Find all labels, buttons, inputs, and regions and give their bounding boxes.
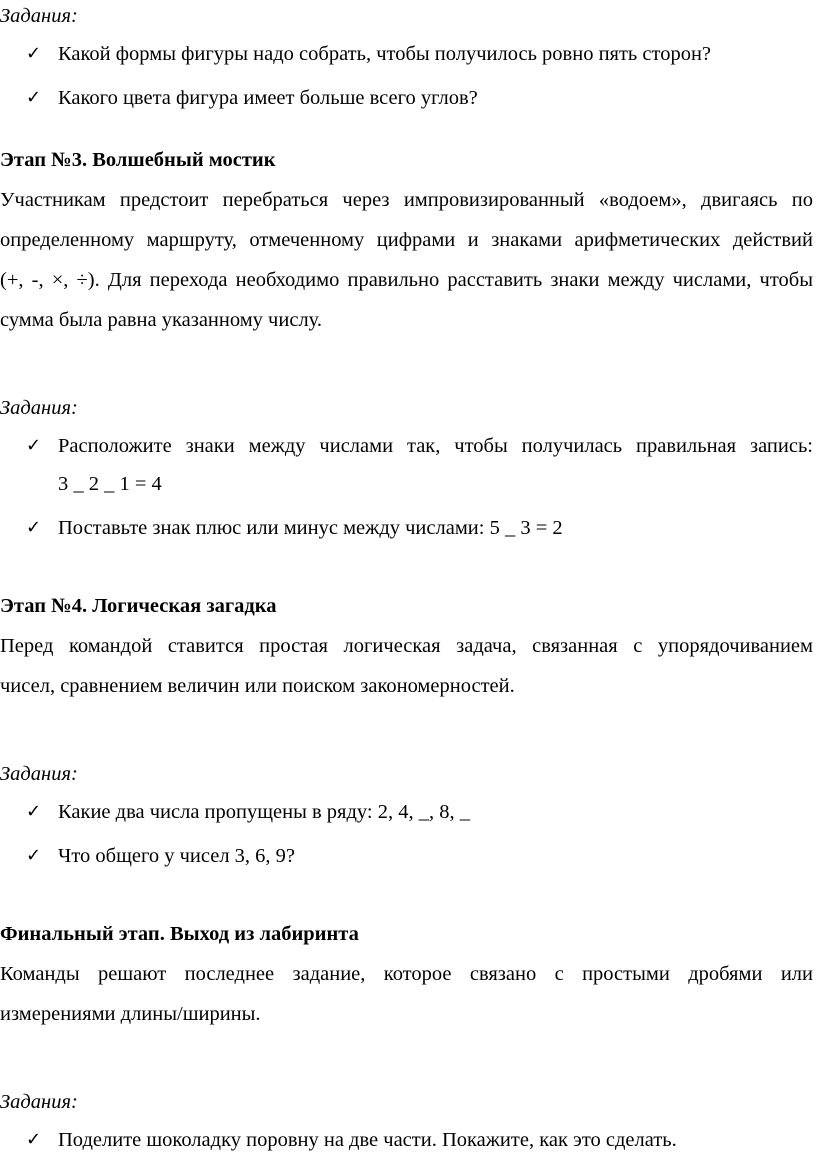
list-item: Поделите шоколадку поровну на две части. Покажите, как это сделать. <box>58 1129 677 1151</box>
paragraph-line: сумма была равна указанному числу. <box>0 309 322 331</box>
checkmark-icon: ✓ <box>26 517 42 538</box>
tasks-label: Задания: <box>0 763 78 785</box>
tasks-label: Задания: <box>0 5 78 27</box>
checkmark-icon: ✓ <box>26 43 42 64</box>
stage3-heading: Этап №3. Волшебный мостик <box>0 149 276 171</box>
tasks-label: Задания: <box>0 397 78 419</box>
checkmark-icon: ✓ <box>26 87 42 108</box>
paragraph-line: (+, -, ×, ÷). Для перехода необходимо правильно расставить знаки между числами, чтобы <box>0 269 813 291</box>
list-item: Поставьте знак плюс или минус между числами: 5 _ 3 = 2 <box>58 517 563 539</box>
tasks-label: Задания: <box>0 1091 78 1113</box>
list-item-continuation: 3 _ 2 _ 1 = 4 <box>58 473 162 495</box>
paragraph-line: чисел, сравнением величин или поиском закономерностей. <box>0 675 515 697</box>
paragraph-line: Команды решают последнее задание, которое связано с простыми дробями или <box>0 963 813 985</box>
checkmark-icon: ✓ <box>26 845 42 866</box>
checkmark-icon: ✓ <box>26 1129 42 1150</box>
paragraph-line: измерениями длины/ширины. <box>0 1003 261 1025</box>
checkmark-icon: ✓ <box>26 435 42 456</box>
checkmark-icon: ✓ <box>26 801 42 822</box>
final-stage-heading: Финальный этап. Выход из лабиринта <box>0 923 359 945</box>
list-item: Какой формы фигуры надо собрать, чтобы получилось ровно пять сторон? <box>58 43 712 65</box>
list-item: Какие два числа пропущены в ряду: 2, 4, _, 8, _ <box>58 801 470 823</box>
list-item: Расположите знаки между числами так, чтобы получилась правильная запись: <box>58 435 813 457</box>
list-item: Какого цвета фигура имеет больше всего углов? <box>58 87 478 109</box>
paragraph-line: Участникам предстоит перебраться через импровизированный «водоем», двигаясь по <box>0 189 813 211</box>
list-item: Что общего у чисел 3, 6, 9? <box>58 845 296 867</box>
stage4-heading: Этап №4. Логическая загадка <box>0 595 277 617</box>
paragraph-line: определенному маршруту, отмеченному цифрами и знаками арифметических действий <box>0 229 813 251</box>
paragraph-line: Перед командой ставится простая логическая задача, связанная с упорядочиванием <box>0 635 813 657</box>
